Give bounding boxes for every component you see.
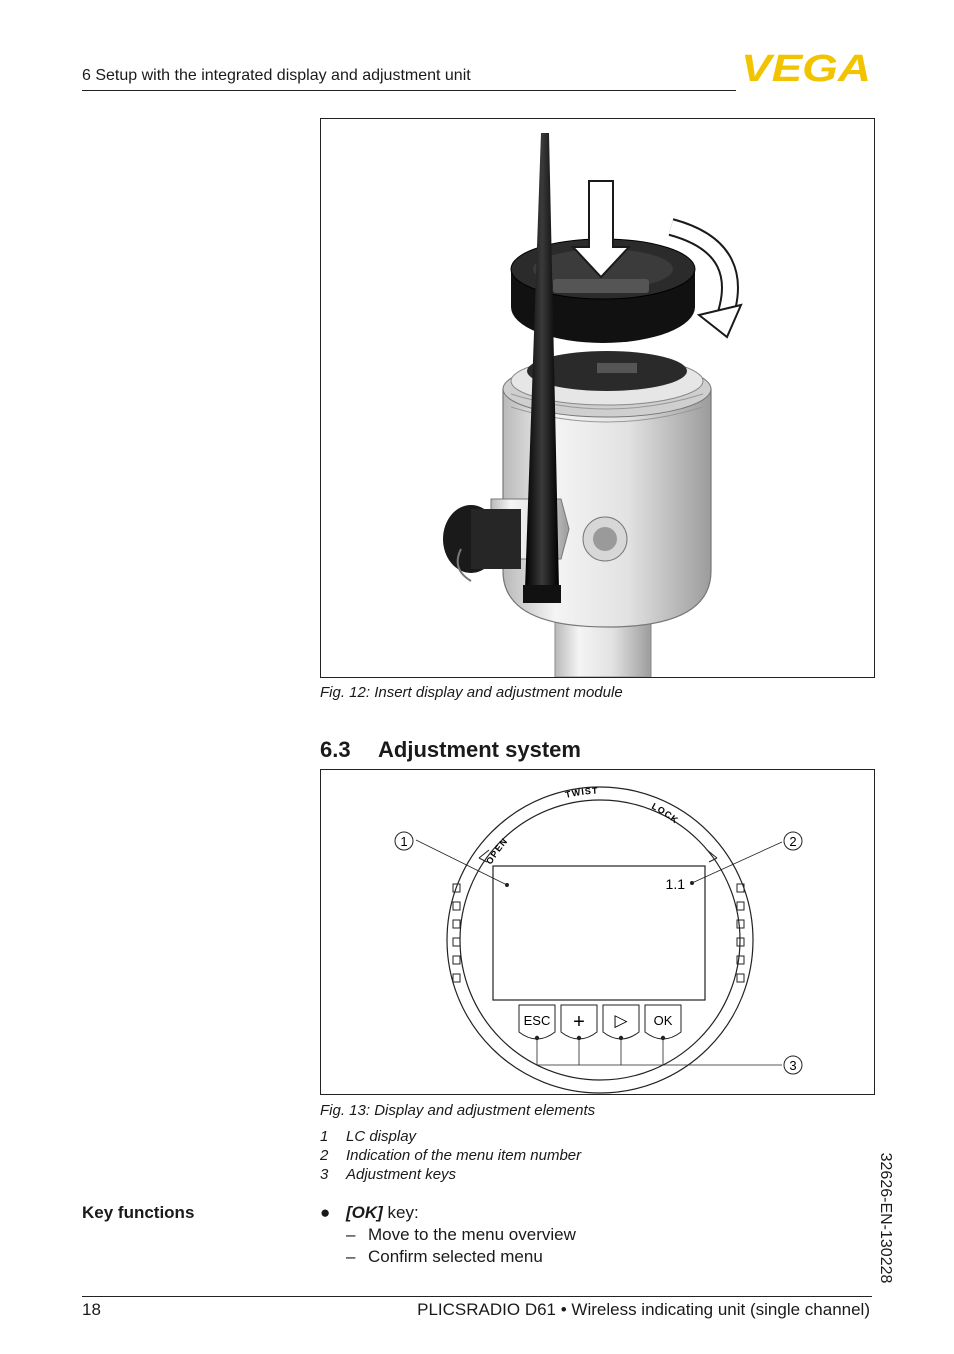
menu-item-number: 1.1 <box>665 876 685 892</box>
logo-text: VEGA <box>741 50 871 86</box>
ring-label-twist: TWIST <box>564 785 599 800</box>
legend-item: 1 LC display <box>320 1128 417 1145</box>
vega-logo <box>740 50 872 86</box>
display-diagram <box>321 770 874 1094</box>
arrow-key-label: ▷ <box>614 1011 628 1030</box>
footer-title: PLICSRADIO D61 • Wireless indicating unit (single channel) <box>417 1300 870 1319</box>
ok-key-label: OK <box>653 1013 673 1028</box>
callout-3: 3 <box>789 1058 797 1073</box>
ok-key-name: [OK] <box>346 1203 383 1222</box>
section-heading <box>320 737 581 763</box>
document-number <box>860 1138 910 1298</box>
key-function-item: – Confirm selected menu <box>346 1247 543 1266</box>
callout-2: 2 <box>789 834 797 849</box>
esc-key-label: ESC <box>523 1013 551 1028</box>
figure-12-caption: Fig. 12: Insert display and adjustment module <box>320 684 623 701</box>
figure-12 <box>320 118 875 678</box>
legend-item: 2 Indication of the menu item number <box>320 1147 582 1164</box>
footer-rule <box>82 1296 872 1297</box>
section-number: 6.3 <box>320 737 351 762</box>
figure-13 <box>320 769 875 1095</box>
ok-key-bullet <box>320 1203 419 1223</box>
ok-key-suffix: key: <box>382 1203 419 1222</box>
ring-label-open: OPEN <box>484 835 510 867</box>
plus-key-label: + <box>573 1011 585 1033</box>
key-function-item: – Move to the menu overview <box>346 1225 576 1244</box>
section-title: Adjustment system <box>378 737 581 762</box>
device-illustration <box>321 119 874 677</box>
key-functions-label: Key functions <box>82 1203 195 1222</box>
ring-label-lock: LOCK <box>650 800 681 826</box>
header-rule <box>82 90 736 91</box>
page-number: 18 <box>82 1300 101 1319</box>
svg-text:32626-EN-130228: 32626-EN-130228 <box>876 1152 894 1284</box>
legend-item: 3 Adjustment keys <box>320 1166 457 1183</box>
bullet-icon: ● <box>320 1203 331 1222</box>
callout-1: 1 <box>400 834 408 849</box>
figure-13-caption: Fig. 13: Display and adjustment elements <box>320 1102 596 1119</box>
header-section-title: 6 Setup with the integrated display and adjustment unit <box>82 67 471 84</box>
